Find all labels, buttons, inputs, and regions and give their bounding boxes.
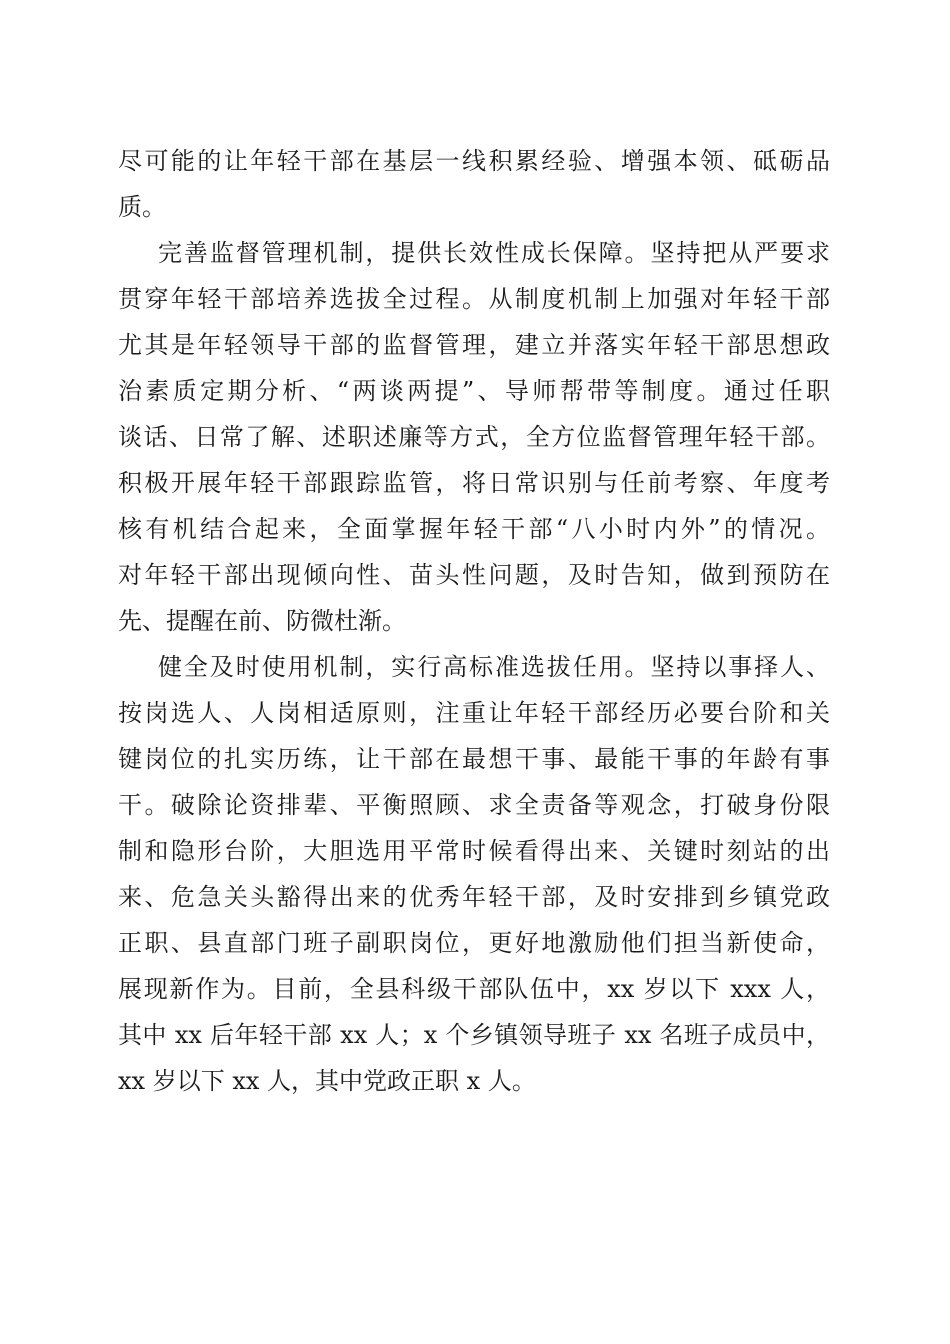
text-line: 展现新作为。目前，全县科级干部队伍中，xx 岁以下 xxx 人，: [118, 975, 830, 1003]
text-line: 来、危急关头豁得出来的优秀年轻干部，及时安排到乡镇党政: [118, 883, 830, 911]
document-page: [118, 138, 830, 1104]
text-line: 质。: [118, 193, 166, 221]
text-line: 积极开展年轻干部跟踪监管，将日常识别与任前考察、年度考: [118, 469, 830, 497]
text-line: xx 岁以下 xx 人，其中党政正职 x 人。: [118, 1067, 536, 1095]
text-line: 制和隐形台阶，大胆选用平常时候看得出来、关键时刻站的出: [118, 837, 830, 865]
text-line: 按岗选人、人岗相适原则，注重让年轻干部经历必要台阶和关: [118, 699, 830, 727]
text-line: 正职、县直部门班子副职岗位，更好地激励他们担当新使命，: [118, 929, 830, 957]
text-line: 先、提醒在前、防微杜渐。: [118, 607, 406, 635]
paragraph-start-line: 完善监督管理机制，提供长效性成长保障。坚持把从严要求: [158, 239, 830, 267]
text-line: 核有机结合起来，全面掌握年轻干部“八小时内外”的情况。: [118, 515, 830, 543]
text-line: 谈话、日常了解、述职述廉等方式，全方位监督管理年轻干部。: [118, 423, 830, 451]
text-line: 键岗位的扎实历练，让干部在最想干事、最能干事的年龄有事: [118, 745, 830, 773]
paragraph-start-line: 健全及时使用机制，实行高标准选拔任用。坚持以事择人、: [158, 653, 830, 681]
text-line: 尽可能的让年轻干部在基层一线积累经验、增强本领、砥砺品: [118, 147, 830, 175]
text-line: 其中 xx 后年轻干部 xx 人；x 个乡镇领导班子 xx 名班子成员中，: [118, 1021, 830, 1049]
text-line: 对年轻干部出现倾向性、苗头性问题，及时告知，做到预防在: [118, 561, 830, 589]
text-line: 治素质定期分析、“两谈两提”、导师帮带等制度。通过任职: [118, 377, 830, 405]
text-line: 干。破除论资排辈、平衡照顾、求全责备等观念，打破身份限: [118, 791, 830, 819]
text-line: 尤其是年轻领导干部的监督管理，建立并落实年轻干部思想政: [118, 331, 830, 359]
text-line: 贯穿年轻干部培养选拔全过程。从制度机制上加强对年轻干部: [118, 285, 830, 313]
